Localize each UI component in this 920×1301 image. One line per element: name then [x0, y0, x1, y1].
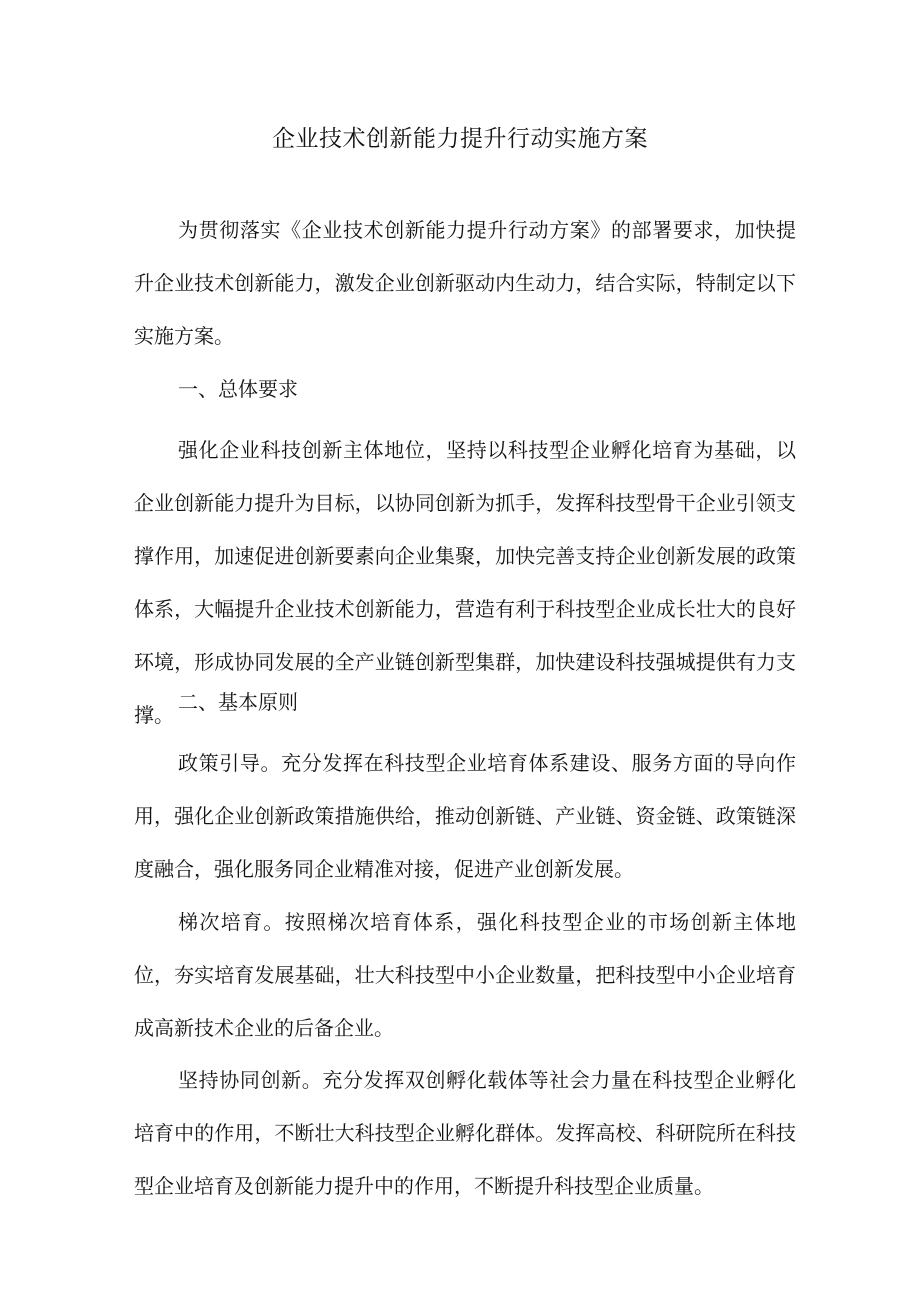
section-heading-basic-principles: 二、基本原则: [178, 690, 298, 714]
principle-paragraph-collaborative-innovation: 坚持协同创新。充分发挥双创孵化载体等社会力量在科技型企业孵化培育中的作用，不断壮大科技型企业孵化群体。发挥高校、科研院所在科技型企业培育及创新能力提升中的作用，不断提升科技型企业质量。: [134, 1068, 796, 1198]
intro-paragraph: 为贯彻落实《企业技术创新能力提升行动方案》的部署要求，加快提升企业技术创新能力，激发企业创新驱动内生动力，结合实际，特制定以下实施方案。: [134, 218, 796, 348]
document-title: 企业技术创新能力提升行动实施方案: [272, 126, 648, 152]
principle-paragraph-policy-guidance: 政策引导。充分发挥在科技型企业培育体系建设、服务方面的导向作用，强化企业创新政策措施供给，推动创新链、产业链、资金链、政策链深度融合，强化服务同企业精准对接，促进产业创新发展。: [134, 751, 796, 881]
section-heading-general-requirements: 一、总体要求: [178, 377, 298, 401]
principle-paragraph-tiered-cultivation: 梯次培育。按照梯次培育体系，强化科技型企业的市场创新主体地位，夯实培育发展基础，壮大科技型中小企业数量，把科技型中小企业培育成高新技术企业的后备企业。: [134, 910, 796, 1040]
general-requirements-paragraph: 强化企业科技创新主体地位，坚持以科技型企业孵化培育为基础，以企业创新能力提升为目标，以协同创新为抓手，发挥科技型骨干企业引领支撑作用，加速促进创新要素向企业集聚，加快完善支持企业创新发展的政策体系，大幅提升企业技术创新能力，营造有利于科技型企业成长壮大的良好环境，形成协同发展的全产业链创新型集群，加快建设科技强城提供有力支撑。: [134, 438, 796, 727]
